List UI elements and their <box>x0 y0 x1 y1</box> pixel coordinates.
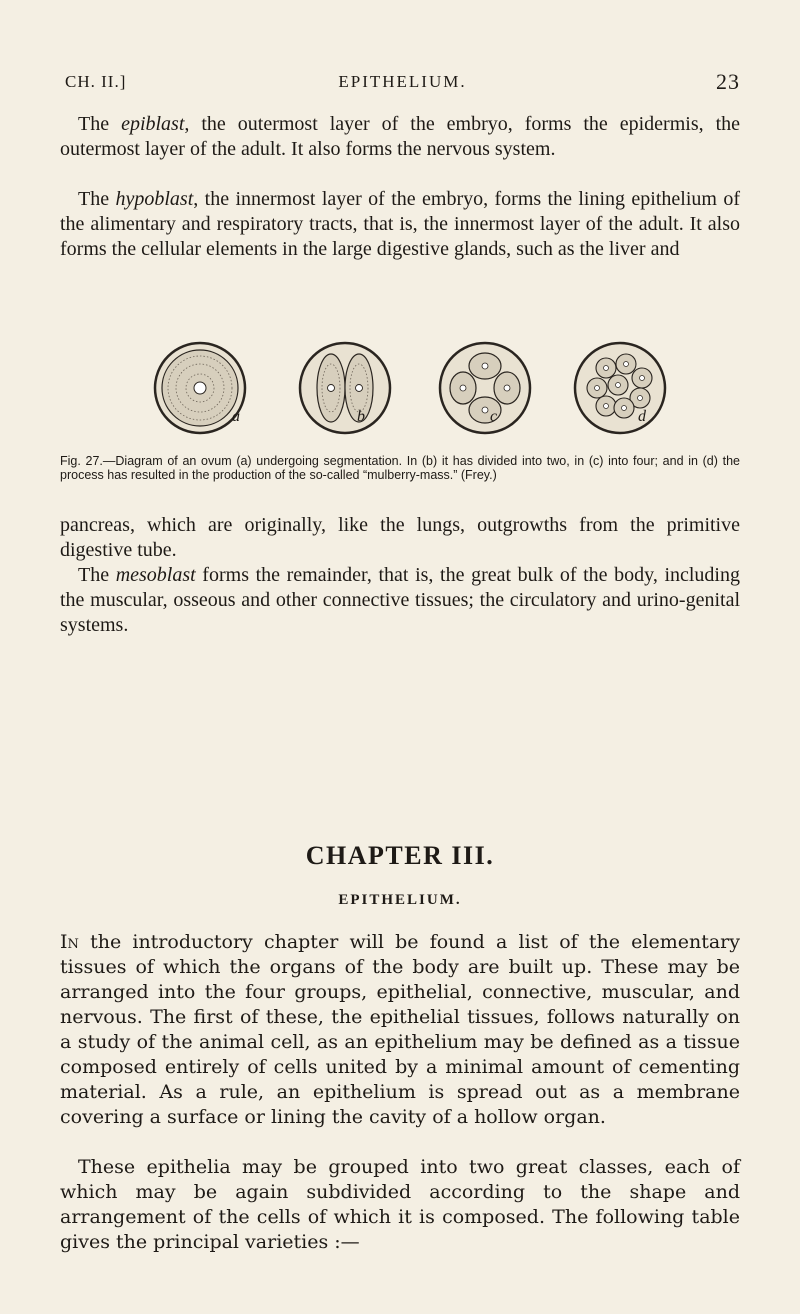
chapter-marker: CH. II.] <box>65 72 127 91</box>
figure-panel-d <box>570 338 670 450</box>
section-heading: EPITHELIUM. <box>338 892 462 908</box>
figure-label-d: d <box>638 408 646 425</box>
figure-panel-a <box>150 338 250 450</box>
page-number: 23 <box>716 69 740 94</box>
figure-caption: Fig. 27.—Diagram of an ovum (a) undergoing segmentation. In (b) it has divided into two, in (c) into four; and in (d) the process has resulted in the production of the so-called “mulberry-mass.” (Frey.) <box>60 454 740 482</box>
term-epiblast: epiblast <box>121 113 185 135</box>
paragraph-introduction: In the introductory chapter will be found a list of the elementary tissues of which the organs of the body are built up. These may be arranged into the four groups, epithelial, connective, muscular, and nervous. The first of these, the epithelial tissues, follows naturally on a study of the animal cell, as an epithelium may be defined as a tissue composed entirely of cells united by a minimal amount of cementing material. As a rule, an epithelium is spread out as a membrane covering a surface or lining the cavity of a hollow organ. <box>60 931 740 1128</box>
ovum-two-cell-illustration <box>295 338 395 438</box>
figure-27 <box>150 338 670 450</box>
paragraph-epiblast: The epiblast, the outermost layer of the embryo, forms the epidermis, the outermost layer of the adult. It also forms the nervous system. <box>60 113 740 160</box>
figure-label-a: a <box>232 408 240 425</box>
paragraph-pancreas: pancreas, which are originally, like the lungs, outgrowths from the primitive digestive tube. <box>60 514 740 561</box>
figure-panel-b <box>295 338 395 450</box>
figure-label-c: c <box>490 408 498 425</box>
paragraph-mesoblast: The mesoblast forms the remainder, that is, the great bulk of the body, including the muscular, osseous and other connective tissues; the circulatory and urino-genital systems. <box>60 564 740 636</box>
running-head <box>65 69 740 94</box>
running-title: EPITHELIUM. <box>338 72 467 91</box>
figure-label-b: b <box>357 408 365 425</box>
chapter-heading: CHAPTER III. <box>305 841 495 870</box>
term-mesoblast: mesoblast <box>115 564 196 586</box>
term-hypoblast: hypoblast <box>115 188 194 210</box>
paragraph-hypoblast: The hypoblast, the innermost layer of the embryo, forms the lining epithelium of the alimentary and respiratory tracts, that is, the innermost layer of the adult. It also forms the cellular elements in the large digestive glands, such as the liver and <box>60 188 741 260</box>
figure-panel-c <box>435 338 535 450</box>
ovum-four-cell-illustration <box>435 338 535 438</box>
paragraph-classes: These epithelia may be grouped into two great classes, each of which may be again subdivided according to the shape and arrangement of the cells of which it is composed. The following table gives the principal varieties :— <box>60 1156 740 1253</box>
drop-lead: In <box>60 931 79 953</box>
ovum-mulberry-mass-illustration <box>570 338 670 438</box>
